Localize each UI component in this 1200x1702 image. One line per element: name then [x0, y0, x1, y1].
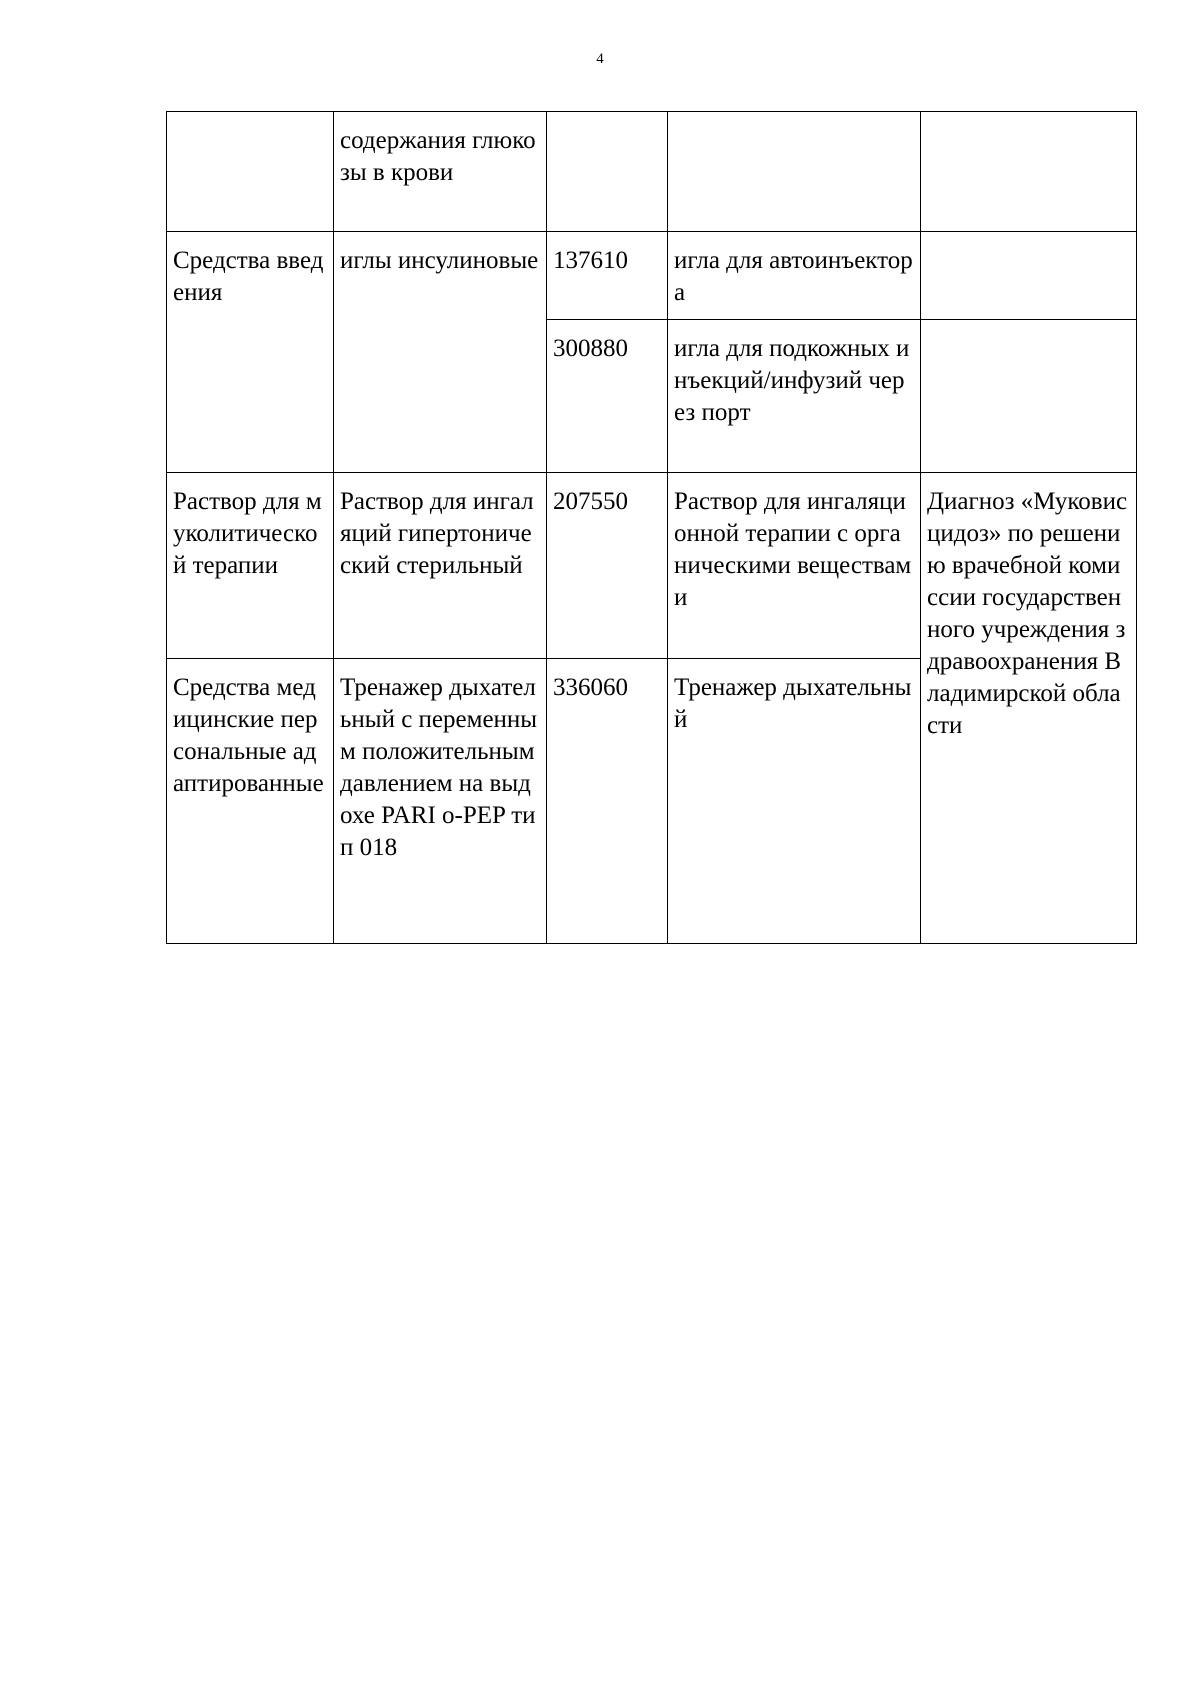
table-row [167, 112, 1137, 232]
code-cell [547, 112, 668, 232]
description-cell: игла для подкожных инъекций/инфузий через порт [668, 320, 921, 473]
category-cell [167, 112, 334, 232]
code-cell: 137610 [547, 232, 668, 320]
page-number: 4 [596, 51, 604, 67]
description-cell: Тренажер дыхательный [668, 659, 921, 944]
name-cell: иглы инсулиновые [334, 232, 547, 473]
category-cell: Средства введения [167, 232, 334, 473]
code-cell: 207550 [547, 473, 668, 659]
note-cell [921, 320, 1137, 473]
table-row [167, 473, 1137, 659]
description-cell: игла для автоинъектора [668, 232, 921, 320]
medical-devices-table [166, 111, 1137, 944]
table-row [167, 232, 1137, 320]
description-cell [668, 112, 921, 232]
description-cell: Раствор для ингаляционной терапии с органическими веществами [668, 473, 921, 659]
code-cell: 300880 [547, 320, 668, 473]
note-cell: Диагноз «Муковисцидоз» по решению врачебной комиссии государственного учреждения здравоохранения Владимирской области [921, 473, 1137, 944]
category-cell: Раствор для муколитической терапии [167, 473, 334, 659]
name-cell: Тренажер дыхательный с переменным положительным давлением на выдохе PARI о-PEP тип 018 [334, 659, 547, 944]
category-cell: Средства медицинские персональные адаптированные [167, 659, 334, 944]
note-cell [921, 232, 1137, 320]
name-cell: Раствор для ингаляций гипертонический стерильный [334, 473, 547, 659]
code-cell: 336060 [547, 659, 668, 944]
note-cell [921, 112, 1137, 232]
name-cell: содержания глюкозы в крови [334, 112, 547, 232]
